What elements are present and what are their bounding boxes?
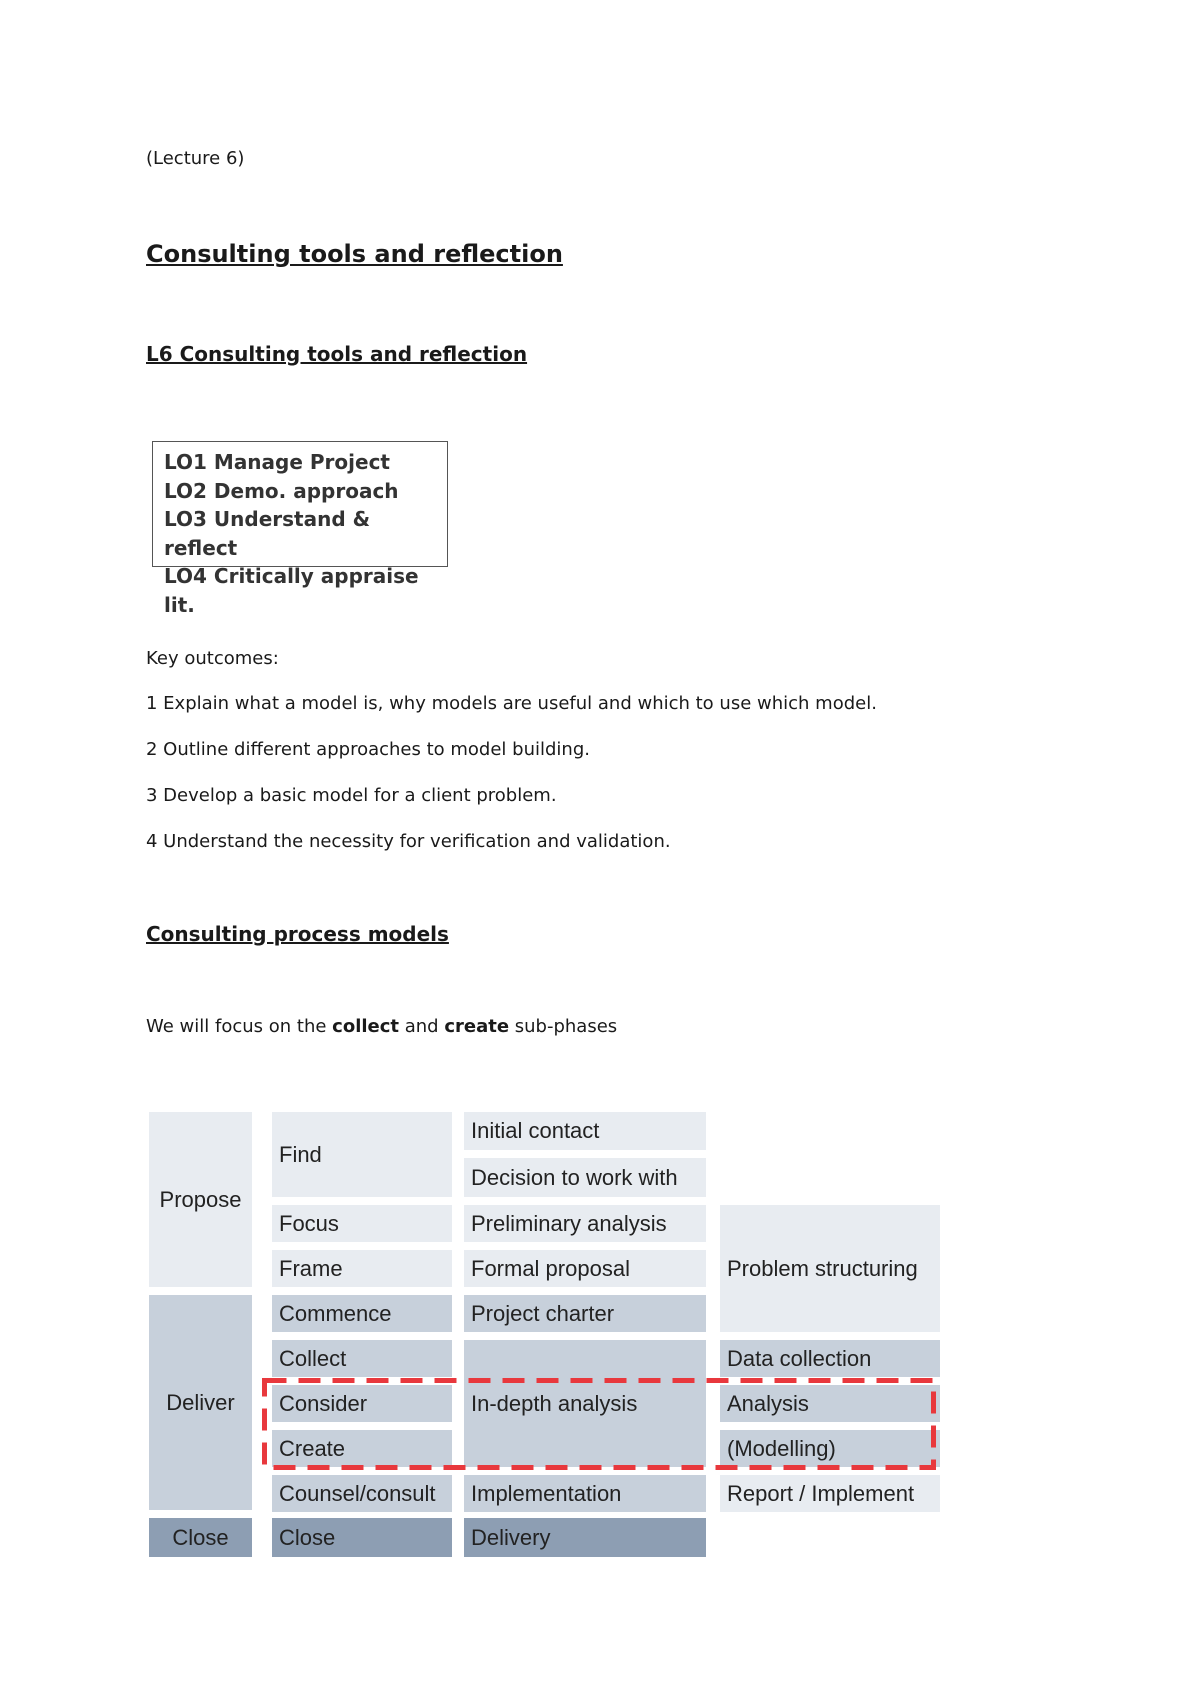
learning-outcome: LO1 Manage Project [164, 450, 390, 474]
subphase-cell: Find [272, 1112, 452, 1197]
learning-outcome: LO3 Understand & reflect [164, 507, 371, 560]
activity-cell: Preliminary analysis [464, 1205, 706, 1242]
focus-text: We will focus on the [146, 1016, 333, 1037]
subphase-cell: Focus [272, 1205, 452, 1242]
phase-cell: Deliver [149, 1295, 252, 1510]
subphase-cell: Commence [272, 1295, 452, 1332]
activity-cell: In-depth analysis [464, 1340, 706, 1467]
focus-emphasis: create [444, 1016, 510, 1037]
learning-outcome: LO4 Critically appraise lit. [164, 564, 419, 617]
key-outcome-item: 4 Understand the necessity for verification and validation. [146, 831, 671, 852]
activity-cell: Decision to work with [464, 1158, 706, 1197]
focus-paragraph [146, 1016, 617, 1037]
key-outcome-item: 3 Develop a basic model for a client problem. [146, 785, 557, 806]
outcome-cell: (Modelling) [720, 1430, 940, 1467]
phase-cell: Propose [149, 1112, 252, 1287]
lecture-subtitle: L6 Consulting tools and reflection [146, 342, 528, 366]
learning-outcome: LO2 Demo. approach [164, 478, 399, 503]
focus-text: and [399, 1016, 445, 1037]
subphase-cell: Create [272, 1430, 452, 1467]
key-outcome-item: 1 Explain what a model is, why models are useful and which to use which model. [146, 693, 877, 714]
activity-cell: Project charter [464, 1295, 706, 1332]
subphase-cell: Close [272, 1518, 452, 1557]
subphase-cell: Frame [272, 1250, 452, 1287]
lecture-label: (Lecture 6) [146, 148, 245, 169]
learning-outcomes-box [152, 441, 448, 617]
key-outcomes-heading: Key outcomes: [146, 648, 279, 669]
activity-cell: Implementation [464, 1475, 706, 1512]
activity-cell: Initial contact [464, 1112, 706, 1150]
activity-cell: Delivery [464, 1518, 706, 1557]
key-outcome-item: 2 Outline different approaches to model building. [146, 739, 590, 760]
subphase-cell: Collect [272, 1340, 452, 1377]
section-heading: Consulting process models [146, 922, 449, 946]
phase-cell: Close [149, 1518, 252, 1557]
focus-text: sub-phases [509, 1016, 618, 1037]
focus-emphasis: collect [332, 1016, 400, 1037]
page-title: Consulting tools and reflection [146, 240, 563, 268]
outcome-cell: Data collection [720, 1340, 940, 1377]
outcome-cell: Problem structuring [720, 1205, 940, 1332]
subphase-cell: Counsel/consult [272, 1475, 452, 1512]
subphase-cell: Consider [272, 1385, 452, 1422]
activity-cell: Formal proposal [464, 1250, 706, 1287]
outcome-cell: Report / Implement [720, 1475, 940, 1512]
outcome-cell: Analysis [720, 1385, 940, 1422]
